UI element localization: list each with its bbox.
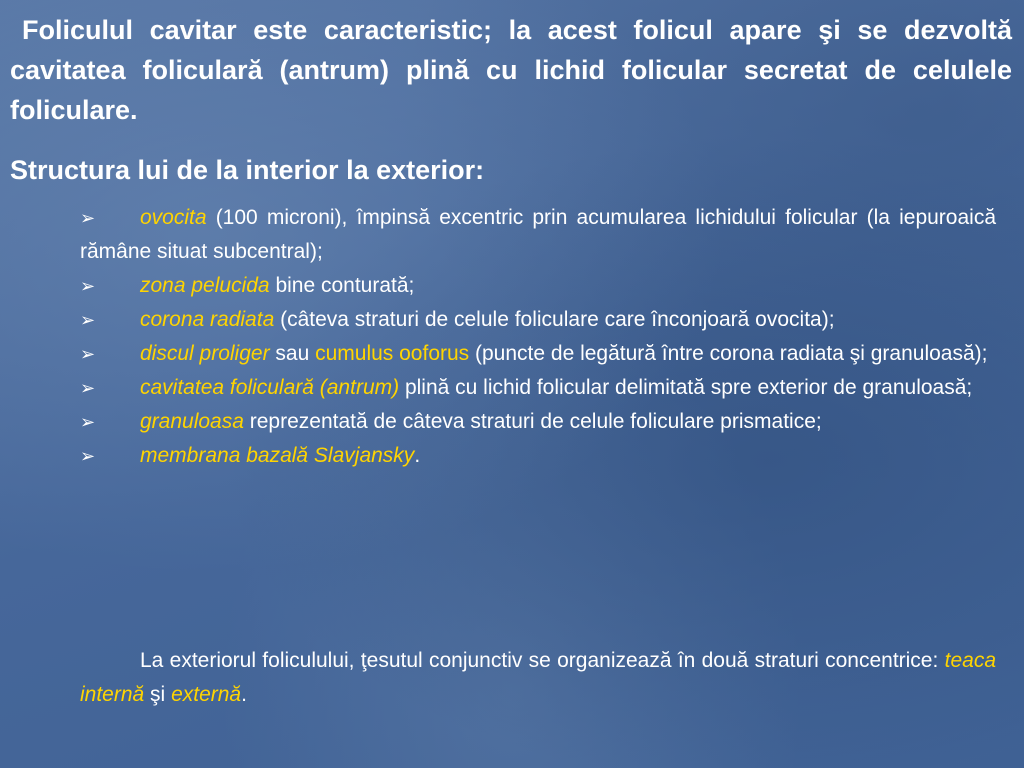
structure-list <box>80 201 996 473</box>
term-teaca-interna: teaca internă <box>80 649 996 706</box>
term-cavitatea-foliculara: cavitatea foliculară (antrum) <box>140 376 400 399</box>
list-item-granuloasa <box>80 405 996 439</box>
arrow-bullet-icon: ➢ <box>80 446 96 466</box>
item-text: plină cu lichid folicular delimitată spre exterior de granuloasă; <box>399 376 973 399</box>
term-membrana-bazala: membrana bazală Slavjansky <box>140 444 415 467</box>
arrow-bullet-icon: ➢ <box>80 412 96 432</box>
term-cumulus-ooforus: cumulus ooforus <box>315 342 470 365</box>
term-zona-pelucida: zona pelucida <box>140 274 270 297</box>
arrow-bullet-icon: ➢ <box>80 310 96 330</box>
structure-heading: Structura lui de la interior la exterior: <box>10 155 485 185</box>
list-item-discul-proliger <box>80 337 996 371</box>
list-item-ovocita <box>80 201 996 269</box>
list-item-cavitatea-foliculara <box>80 371 996 405</box>
closing-end: . <box>241 683 247 706</box>
list-item-zona-pelucida <box>80 269 996 303</box>
closing-text: La exteriorul foliculului, ţesutul conjunctiv se organizează în două straturi concentrice: <box>140 649 945 672</box>
item-connector: sau <box>269 342 316 365</box>
arrow-bullet-icon: ➢ <box>80 344 96 364</box>
item-text: (puncte de legătură între corona radiata şi granuloasă); <box>469 342 988 365</box>
term-corona-radiata: corona radiata <box>140 308 275 331</box>
term-granuloasa: granuloasa <box>140 410 244 433</box>
closing-connector: şi <box>144 683 172 706</box>
intro-paragraph: Foliculul cavitar este caracteristic; la acest folicul apare şi se dezvoltă cavitatea foliculară (antrum) plină cu lichid folicular secretat de celulele foliculare. <box>10 15 1012 125</box>
term-discul-proliger: discul proliger <box>140 342 270 365</box>
item-text: bine conturată; <box>269 274 415 297</box>
term-externa: externă <box>171 683 242 706</box>
item-text: . <box>414 444 421 467</box>
arrow-bullet-icon: ➢ <box>80 276 96 296</box>
item-text: (câteva straturi de celule foliculare care înconjoară ovocita); <box>274 308 835 331</box>
arrow-bullet-icon: ➢ <box>80 378 96 398</box>
closing-paragraph <box>80 644 996 712</box>
list-item-membrana-bazala <box>80 439 996 473</box>
arrow-bullet-icon: ➢ <box>80 208 96 228</box>
item-text: reprezentată de câteva straturi de celule foliculare prismatice; <box>243 410 822 433</box>
item-text: (100 microni), împinsă excentric prin acumularea lichidului folicular (la iepuroaică rămâne situat subcentral); <box>80 206 996 263</box>
list-item-corona-radiata <box>80 303 996 337</box>
term-ovocita: ovocita <box>140 206 207 229</box>
